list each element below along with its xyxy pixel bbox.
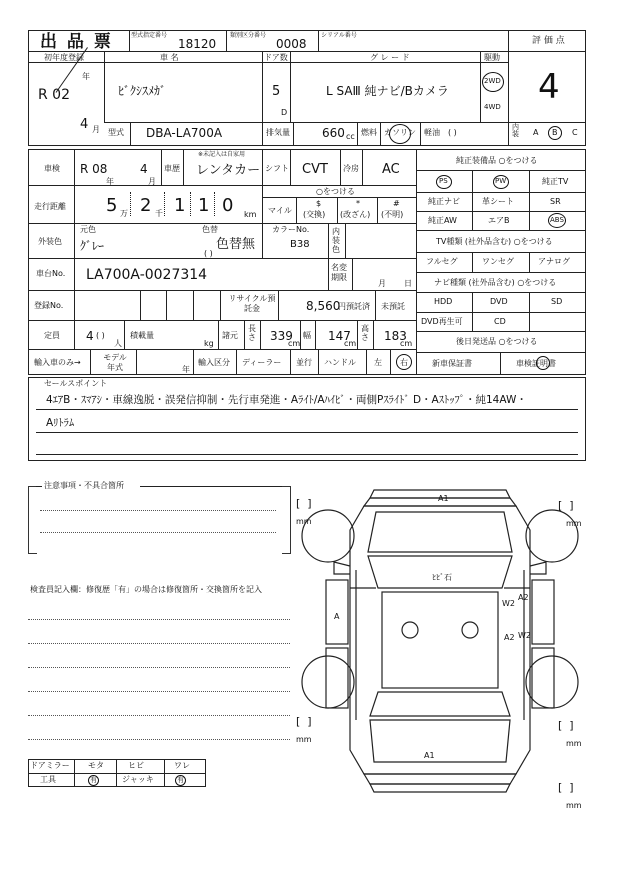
first-reg-year: R 02 (38, 87, 70, 103)
reg-div2 (166, 290, 167, 320)
mm-bottom: mm (566, 801, 582, 810)
import-dealer: ディーラー (242, 358, 282, 367)
mile-div2 (337, 197, 338, 223)
mm-bracket-br: [ ] (558, 719, 574, 732)
legend-c2 (116, 759, 117, 787)
car-diagram (290, 470, 600, 810)
eq-aw: 純正AW (428, 216, 457, 225)
width-divider (300, 320, 301, 349)
reg-div1 (140, 290, 141, 320)
inspector-line5 (28, 715, 290, 716)
displacement-value: 660 (322, 126, 345, 140)
width-divider2 (315, 320, 316, 349)
length-divider2 (260, 320, 261, 349)
exterior-color-value: ｸﾞﾚｰ (80, 239, 105, 253)
diag-w2-bottom: W2 (518, 631, 531, 640)
wheel-rear-right (526, 656, 578, 708)
usage-value: レンタカー (196, 163, 261, 178)
spec-right-divider (416, 149, 417, 375)
chassis-label: 車台No. (36, 269, 66, 278)
eq-pw: PW (495, 177, 507, 185)
serial-divider (318, 31, 319, 51)
format-no-label: 型式指定番号 (131, 32, 168, 39)
wheel-front-right (526, 510, 578, 562)
shift-divider (262, 149, 263, 185)
notes-line1 (40, 510, 276, 511)
import-div7 (366, 349, 367, 375)
sales-rule2 (36, 432, 578, 433)
rating-label-line (508, 51, 586, 52)
displacement-divider-l (262, 122, 263, 146)
legend-mirror-label: ドアミラー (30, 761, 70, 770)
doors-value: 5 (272, 84, 281, 99)
tv-type-label: TV種類 (社外品含む) ○をつける (436, 237, 553, 246)
wheel-rear-left (302, 656, 354, 708)
tv-full: フルセグ (426, 257, 458, 266)
spec-line6 (28, 349, 416, 350)
eq-col2 (529, 170, 530, 230)
tv-one: ワンセグ (482, 257, 514, 266)
notes-label: 注意事項・不具合箇所 (44, 481, 124, 490)
length-divider (244, 320, 245, 349)
car-name: ﾋﾞｸｼｽﾒｶﾞ (118, 84, 167, 98)
interior-color-divider2 (345, 223, 346, 258)
mileage-sep-3 (190, 192, 191, 216)
mm-bl: mm (296, 735, 312, 744)
mile-unknown-label: (不明) (381, 210, 404, 219)
diag-a-left: A (334, 612, 340, 621)
legend-c3 (164, 759, 165, 787)
interior-color-label: 内装色 (332, 227, 340, 254)
import-div6 (318, 349, 319, 375)
mileage-digit-4: 1 (198, 195, 210, 216)
spec-line1 (28, 185, 416, 186)
original-color-label: 元色 (80, 225, 96, 234)
color-no-divider (262, 223, 263, 258)
nav-dvd: DVD (490, 297, 508, 306)
mm-bracket-bottom: [ ] (558, 781, 574, 794)
usage-label: 車歴 (164, 164, 180, 173)
usage-divider (161, 149, 162, 185)
hood (368, 512, 512, 552)
inspection-month: 4 (140, 162, 148, 176)
displacement-label: 排気量 (266, 128, 290, 137)
eq-line1 (416, 192, 586, 193)
interior-divider (508, 122, 509, 146)
ac-divider2 (362, 149, 363, 185)
fuel-label: 燃料 (361, 128, 377, 137)
delivery-col (500, 352, 501, 375)
delivery-warranty: 新車保証書 (432, 359, 472, 368)
model-value: DBA-LA700A (146, 126, 223, 140)
height-label: 高さ (361, 324, 369, 342)
roof (382, 592, 498, 688)
fuel-gasoline: ガソリン (384, 128, 416, 137)
notes-line2 (40, 532, 276, 533)
import-class-label: 輸入区分 (198, 358, 230, 367)
mileage-sep-1 (130, 192, 131, 216)
inspector-line3 (28, 667, 290, 668)
nav-dvd-play: DVD再生可 (421, 317, 463, 326)
capacity-value: 4 (86, 329, 94, 343)
mirror-left (334, 562, 350, 574)
name-change-divider (328, 258, 329, 290)
reg-no-label: 登録No. (34, 301, 64, 310)
rear-window (370, 692, 510, 716)
exterior-color-label: 外装色 (38, 237, 62, 246)
row1-top-line (28, 51, 508, 52)
width-unit: cm (344, 339, 357, 348)
repaint-paren: ( ) (204, 249, 213, 258)
chassis-value: LA700A-0027314 (86, 267, 208, 283)
mileage-sen-unit: 千 (155, 209, 163, 218)
steering-left: 左 (374, 358, 382, 367)
load-divider (124, 320, 125, 349)
interior-color-divider (328, 223, 329, 258)
first-reg-year-unit: 年 (82, 72, 90, 81)
mm-br: mm (566, 739, 582, 748)
mirror-right (530, 562, 546, 574)
sales-point-label: セールスポイント (44, 379, 108, 388)
format-no: 18120 (178, 37, 217, 51)
legend-mirror-opt: モタ (88, 761, 104, 770)
diag-a2-top: A2 (518, 593, 529, 602)
door-right-front (532, 580, 554, 644)
nav-hdd: HDD (434, 297, 453, 306)
class-no-label: 類別区分番号 (230, 32, 267, 39)
mile-div1 (296, 197, 297, 223)
first-reg-divider (104, 51, 105, 122)
displacement-divider-r (293, 122, 294, 146)
spec-line4 (28, 290, 416, 291)
eq-line8 (416, 331, 586, 332)
fuel-divider (357, 122, 358, 146)
height-divider (357, 320, 358, 349)
eq-line5 (416, 272, 586, 273)
drive-4wd: 4WD (484, 103, 501, 111)
recycle-div (278, 290, 279, 320)
import-div5 (290, 349, 291, 375)
eq-sr: SR (550, 197, 561, 206)
eq-line7 (416, 312, 586, 313)
diag-a2-bottom: A2 (504, 633, 515, 642)
tailgate (370, 720, 510, 762)
height-divider2 (373, 320, 374, 349)
doors-label: ドア数 (264, 53, 288, 62)
mile-exchange-label: (交換) (303, 210, 326, 219)
tv-col1 (472, 252, 473, 272)
steering-right: 右 (400, 358, 408, 367)
import-div2 (136, 349, 137, 375)
color-no-label: カラーNo. (272, 225, 310, 234)
name-change-divider2 (352, 258, 353, 290)
dims-divider (218, 320, 219, 349)
diag-w2-top: W2 (502, 599, 515, 608)
eq-line0 (416, 170, 586, 171)
delivery-label: 後日発送品 ○をつける (456, 337, 538, 346)
mile-label: マイル (268, 206, 292, 215)
class-no: 0008 (276, 37, 307, 51)
inspector-line2 (28, 643, 290, 644)
dims-label: 諸元 (222, 331, 238, 340)
eq-tv: 純正TV (542, 177, 569, 186)
shift-value: CVT (302, 162, 328, 177)
fuel-divider3 (420, 122, 421, 146)
inspector-line6 (28, 739, 290, 740)
color-no-value: B38 (290, 239, 310, 250)
legend-tools-mark: 有 (90, 776, 97, 784)
car-name-label: 車 名 (160, 53, 179, 62)
repaint-value: 色替無 (216, 237, 256, 252)
eq-line6 (416, 292, 586, 293)
delivery-cert: 車検証明書 (516, 359, 556, 368)
nav-col1 (472, 292, 473, 331)
name-change-month: 月 (378, 279, 386, 288)
tv-analog: アナログ (538, 257, 570, 266)
drive-divider (480, 51, 481, 122)
repaint-label: 色替 (202, 225, 218, 234)
inspection-year-unit: 年 (106, 177, 114, 186)
mileage-sep-4 (214, 192, 215, 216)
rating-label: 評 価 点 (532, 36, 565, 46)
import-label: 輸入車のみ→ (34, 358, 81, 367)
eq-line9 (416, 352, 586, 353)
load-unit: kg (204, 339, 214, 348)
doors-divider-r (290, 51, 291, 122)
drive-label: 駆動 (484, 53, 500, 62)
door-handle-right (462, 622, 478, 638)
sales-line2: Aﾘﾄﾗﾑ (46, 417, 75, 429)
model-divider (130, 122, 131, 146)
mileage-digit-5: 0 (222, 195, 234, 216)
inspector-label: 検査員記入欄：修復歴「有」の場合は修復箇所・交換箇所を記入 (30, 585, 262, 594)
length-value: 339 (270, 329, 293, 343)
spec-line2 (28, 223, 416, 224)
recycle-value: 8,560 (306, 299, 341, 313)
door-handle-left (402, 622, 418, 638)
import-div1 (90, 349, 91, 375)
legend-broken: ワレ (174, 761, 190, 770)
mm-tl: mm (296, 517, 312, 526)
recycle-unpaid: 未預託 (381, 302, 405, 311)
nav-sd: SD (551, 297, 563, 306)
grade-label: グ レ ー ド (370, 53, 410, 62)
inspector-line4 (28, 691, 290, 692)
body-outline (350, 506, 530, 774)
fuel-divider2 (380, 122, 381, 146)
mile-altered-label: (改ざん) (340, 210, 371, 219)
spec-label-col (74, 149, 75, 349)
capacity-unit: 人 (114, 339, 122, 348)
spec-line3 (28, 258, 416, 259)
eq-airbag: エアB (488, 216, 510, 225)
eq-ps: PS (439, 177, 448, 185)
length-unit: cm (288, 339, 301, 348)
name-change-day: 日 (404, 279, 412, 288)
sales-rule1 (36, 409, 578, 410)
ac-value: AC (382, 162, 400, 177)
import-div3 (193, 349, 194, 375)
rear-bumper-bottom (370, 784, 510, 792)
nav-cd: CD (494, 317, 506, 326)
sales-rule3 (36, 454, 578, 455)
import-div4 (236, 349, 237, 375)
eq-nav: 純正ナビ (428, 197, 460, 206)
capacity-label: 定員 (44, 331, 60, 340)
shift-divider2 (290, 149, 291, 185)
ac-divider (340, 149, 341, 185)
first-reg-label: 初年度登録 (44, 53, 84, 62)
inspection-month-unit: 月 (148, 177, 156, 186)
load-label: 積載量 (130, 331, 154, 340)
mm-bracket-bl: [ ] (296, 715, 312, 728)
mileage-note-line (262, 197, 416, 198)
recycle-label: リサイクル預託金 (228, 294, 276, 313)
mile-altered: * (356, 199, 360, 208)
legend-mid (28, 773, 206, 774)
km-unit: km (244, 210, 257, 219)
mileage-digit-2: 2 (140, 195, 152, 216)
height-value: 183 (384, 329, 407, 343)
first-reg-month: 4 (80, 117, 89, 132)
rating-value: 4 (538, 67, 560, 107)
fuel-paren: ( ) (448, 128, 457, 137)
model-year-unit: 年 (182, 365, 190, 374)
mm-bracket-tr: [ ] (558, 499, 574, 512)
width-label: 幅 (303, 331, 311, 340)
tv-col2 (529, 252, 530, 272)
mm-bracket-tl: [ ] (296, 497, 312, 510)
mileage-man-unit: 万 (120, 209, 128, 218)
sales-line1: 4ｴｱB・ｽﾏｱｼ・車線逸脱・誤発信抑制・先行車発進・Aﾗｲﾄ/Aﾊｲﾋﾞ・両側Pｽﾗｲﾄﾞ D・Aｽﾄｯﾌﾟ・純14AW・ (46, 394, 527, 406)
doors-divider-l (262, 51, 263, 122)
mm-tr: mm (566, 519, 582, 528)
legend-c1 (74, 759, 75, 787)
notes-bracket-top-r (140, 486, 282, 487)
name-change-label: 名変期限 (331, 263, 347, 282)
doors-suffix: D (281, 108, 288, 117)
mile-div3 (377, 197, 378, 223)
interior-a: A (533, 128, 539, 137)
legend-jack-mark: 有 (177, 776, 184, 784)
diag-windshield: ﾋﾋﾞ石 (432, 573, 452, 582)
interior-c: C (572, 128, 578, 137)
inspection-year: R 08 (80, 162, 108, 176)
mileage-digit-1: 5 (106, 195, 118, 216)
inspection-label: 車検 (44, 164, 60, 173)
mile-exchange: $ (316, 199, 322, 208)
grade-value: L SAⅢ 純ナビ/Bカメラ (326, 84, 449, 98)
reg-div3 (193, 290, 194, 320)
width-value: 147 (328, 329, 351, 343)
mileage-digit-3: 1 (174, 195, 186, 216)
diag-a1-top: A1 (438, 494, 449, 503)
nav-type-label: ナビ種類 (社外品含む) ○をつける (434, 278, 557, 287)
interior-b: B (552, 128, 558, 137)
legend-jack-label: ジャッキ (122, 775, 154, 784)
shift-label: シフト (265, 164, 289, 173)
windshield (368, 556, 512, 588)
usage-note: ※未記入は自家用 (198, 151, 246, 158)
import-parallel: 並行 (296, 358, 312, 367)
eq-line2 (416, 211, 586, 212)
length-label: 長さ (248, 324, 256, 342)
reg-div4 (220, 290, 221, 320)
nav-col2 (529, 292, 530, 331)
drive-2wd: 2WD (484, 77, 501, 85)
mileage-label: 走行距離 (34, 202, 66, 211)
eq-col1 (472, 170, 473, 230)
recycle-unit: 円預託済 (338, 302, 370, 311)
mile-divider (262, 185, 263, 223)
notes-bracket-left (28, 486, 37, 554)
row1-subline (28, 62, 508, 63)
model-label: 型式 (108, 128, 124, 137)
eq-abs: ABS (550, 216, 564, 224)
legend-tools-label: 工具 (40, 775, 56, 784)
first-reg-month-unit: 月 (92, 125, 100, 134)
cc-unit: cc (346, 132, 355, 141)
capacity-paren: ( ) (96, 331, 105, 340)
equipment-label: 純正装備品 ○をつける (456, 156, 538, 165)
recycle-div2 (375, 290, 376, 320)
eq-leather: 革シート (482, 197, 514, 206)
inspector-line1 (28, 619, 290, 620)
rear-bumper (364, 774, 516, 784)
mile-unknown: # (393, 199, 400, 208)
interior-label: 内装 (512, 123, 519, 138)
fuel-light: 軽油 (424, 128, 440, 137)
mileage-digit-boxes (90, 190, 242, 218)
form-title: 出 品 票 (40, 32, 113, 52)
diag-a1-bottom: A1 (424, 751, 435, 760)
import-div8 (390, 349, 391, 375)
mileage-sep-2 (164, 192, 165, 216)
height-unit: cm (400, 339, 413, 348)
legend-crack: ヒビ (128, 761, 144, 770)
serial-label: シリアル番号 (321, 32, 357, 39)
eq-line3 (416, 230, 586, 231)
mileage-circle-note: ○をつける (316, 187, 355, 196)
eq-line4 (416, 252, 586, 253)
model-year-label: モデル年式 (103, 353, 127, 372)
steering-label: ハンドル (324, 358, 356, 367)
sales-frame (28, 377, 586, 461)
usage-divider2 (183, 149, 184, 185)
ac-label: 冷房 (343, 164, 359, 173)
notes-bracket-top (36, 486, 42, 487)
